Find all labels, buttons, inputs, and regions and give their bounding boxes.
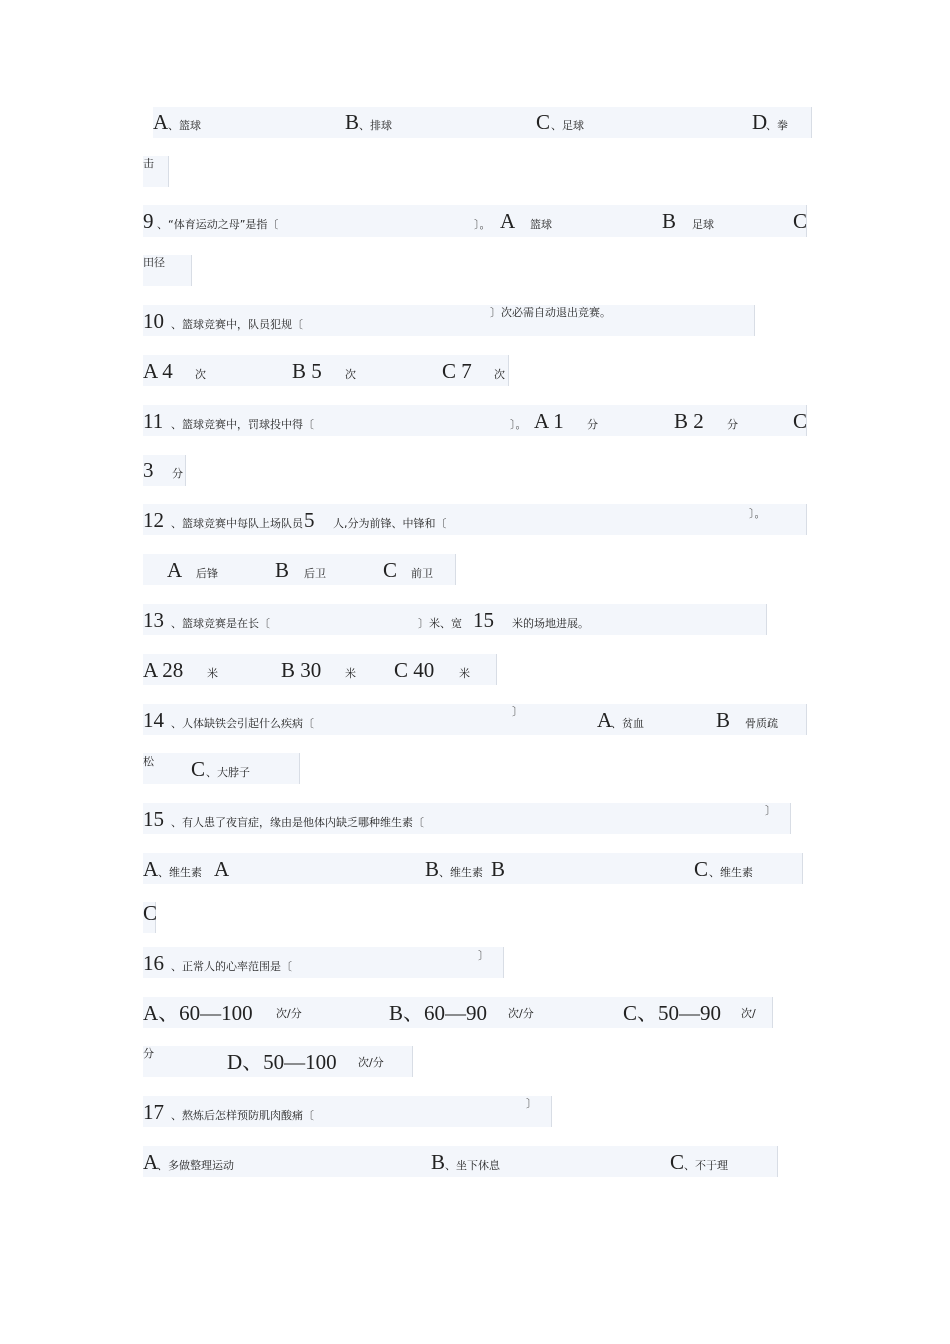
question-text: 〕次必需自动退出竞赛。 (490, 306, 611, 319)
option-letter: C (143, 901, 158, 925)
option-text: 、维生素 (439, 866, 483, 879)
question-number-inline: 15 (473, 608, 494, 632)
question-text: 〕。 (474, 218, 491, 231)
question-number: 16 (143, 951, 164, 975)
option-letter: A (167, 558, 183, 582)
question-text: 〕。 (510, 418, 527, 431)
option-text: 、坐下休息 (445, 1159, 500, 1172)
option-letter: B (662, 209, 677, 233)
option-text: 、维生素 (709, 866, 753, 879)
question-text: 、人体缺铁会引起什么疾病〔 (171, 717, 314, 730)
option-text: 后卫 (304, 567, 326, 580)
question-text: 〕。 (749, 507, 766, 520)
question-text: 、篮球竞赛是在长〔 (171, 617, 270, 630)
question-text: 〕 (526, 1097, 537, 1110)
option-unit: 次/ (741, 1007, 756, 1020)
option-letter: C (536, 110, 551, 134)
option-letter: A (153, 110, 169, 134)
option-letter: B (275, 558, 290, 582)
question-text: 〕 (765, 804, 776, 817)
option-letter: C (694, 857, 709, 881)
question-number: 15 (143, 807, 164, 831)
option-letter: C (383, 558, 398, 582)
option-text: 、拳 (766, 119, 788, 132)
option-unit: 米 (459, 667, 470, 680)
question-text: 〕米、宽 (418, 617, 462, 630)
option-text: 前卫 (411, 567, 433, 580)
option-letter: A (597, 708, 613, 732)
question-text: 〕 (478, 949, 489, 962)
option-letter: C (191, 757, 206, 781)
option: C、50—90 (623, 1001, 722, 1025)
question-number: 12 (143, 508, 164, 532)
option: 3 (143, 458, 154, 482)
option-unit: 分 (172, 467, 183, 480)
option-text: 篮球 (530, 218, 552, 231)
question-text: 、正常人的心率范围是〔 (171, 960, 292, 973)
option-letter: A (500, 209, 516, 233)
question-number: 10 (143, 309, 164, 333)
option-text: 、多做整理运动 (157, 1159, 234, 1172)
option-letter: A (143, 857, 159, 881)
line-box (153, 107, 812, 138)
option-text: 、大脖子 (206, 766, 250, 779)
option: D、50—100 (227, 1050, 337, 1074)
option: A 4 (143, 359, 173, 383)
option-unit: 次/分 (276, 1007, 302, 1020)
option: C 7 (442, 359, 472, 383)
option-text: 骨质疏 (745, 717, 778, 730)
option: A、60—100 (143, 1001, 253, 1025)
option: B 30 (281, 658, 322, 682)
option-text: 、排球 (359, 119, 392, 132)
option-text: 后锋 (196, 567, 218, 580)
option-letter: A (143, 1150, 159, 1174)
option-text: 击 (143, 157, 154, 170)
option: B 2 (674, 409, 704, 433)
question-number: 13 (143, 608, 164, 632)
question-text: 〕 (512, 705, 523, 718)
option-text: 、维生素 (158, 866, 202, 879)
option-letter: B (491, 857, 506, 881)
option: A 28 (143, 658, 184, 682)
option: B、60—90 (389, 1001, 488, 1025)
question-number: 17 (143, 1100, 164, 1124)
option: C 40 (394, 658, 435, 682)
option-letter: A (214, 857, 230, 881)
option-unit: 次 (494, 368, 505, 381)
question-text: 、篮球竞赛中每队上场队员 (171, 517, 303, 530)
option-text: 、贫血 (611, 717, 644, 730)
option-unit: 米 (207, 667, 218, 680)
question-number: 9 (143, 209, 154, 233)
question-text: 人,分为前锋、中锋和〔 (333, 517, 447, 530)
question-text: 、熬炼后怎样预防肌肉酸痛〔 (171, 1109, 314, 1122)
option: B 5 (292, 359, 322, 383)
question-text: 、篮球竞赛中，队员犯规〔 (171, 318, 303, 331)
option-unit: 次 (195, 368, 206, 381)
option-unit: 分 (143, 1047, 154, 1060)
option-letter: B (425, 857, 440, 881)
option-unit: 次/分 (508, 1007, 534, 1020)
option-unit: 次/分 (358, 1056, 384, 1069)
option-letter: B (431, 1150, 446, 1174)
question-text: 、“体育运动之母”是指〔 (157, 218, 279, 231)
option-letter: B (345, 110, 360, 134)
option-unit: 分 (727, 418, 738, 431)
option-text: 足球 (692, 218, 714, 231)
option-text: 田径 (143, 256, 165, 269)
question-number: 14 (143, 708, 164, 732)
question-number-inline: 5 (304, 508, 315, 532)
option-letter: C (793, 409, 808, 433)
option: A 1 (534, 409, 564, 433)
question-text: 、篮球竞赛中，罚球投中得〔 (171, 418, 314, 431)
option-letter: B (716, 708, 731, 732)
option-letter: C (670, 1150, 685, 1174)
option-unit: 次 (345, 368, 356, 381)
option-text: 、篮球 (168, 119, 201, 132)
option-text: 、不于理 (684, 1159, 728, 1172)
option-unit: 分 (587, 418, 598, 431)
question-number: 11 (143, 409, 164, 433)
option-unit: 米 (345, 667, 356, 680)
question-text: 米的场地进展。 (512, 617, 589, 630)
option-letter: D (752, 110, 768, 134)
option-letter: C (793, 209, 808, 233)
option-text: 、足球 (551, 119, 584, 132)
question-text: 、有人患了夜盲症，缘由是他体内缺乏哪种维生素〔 (171, 816, 424, 829)
line-box (143, 554, 456, 585)
option-text: 松 (143, 755, 154, 768)
